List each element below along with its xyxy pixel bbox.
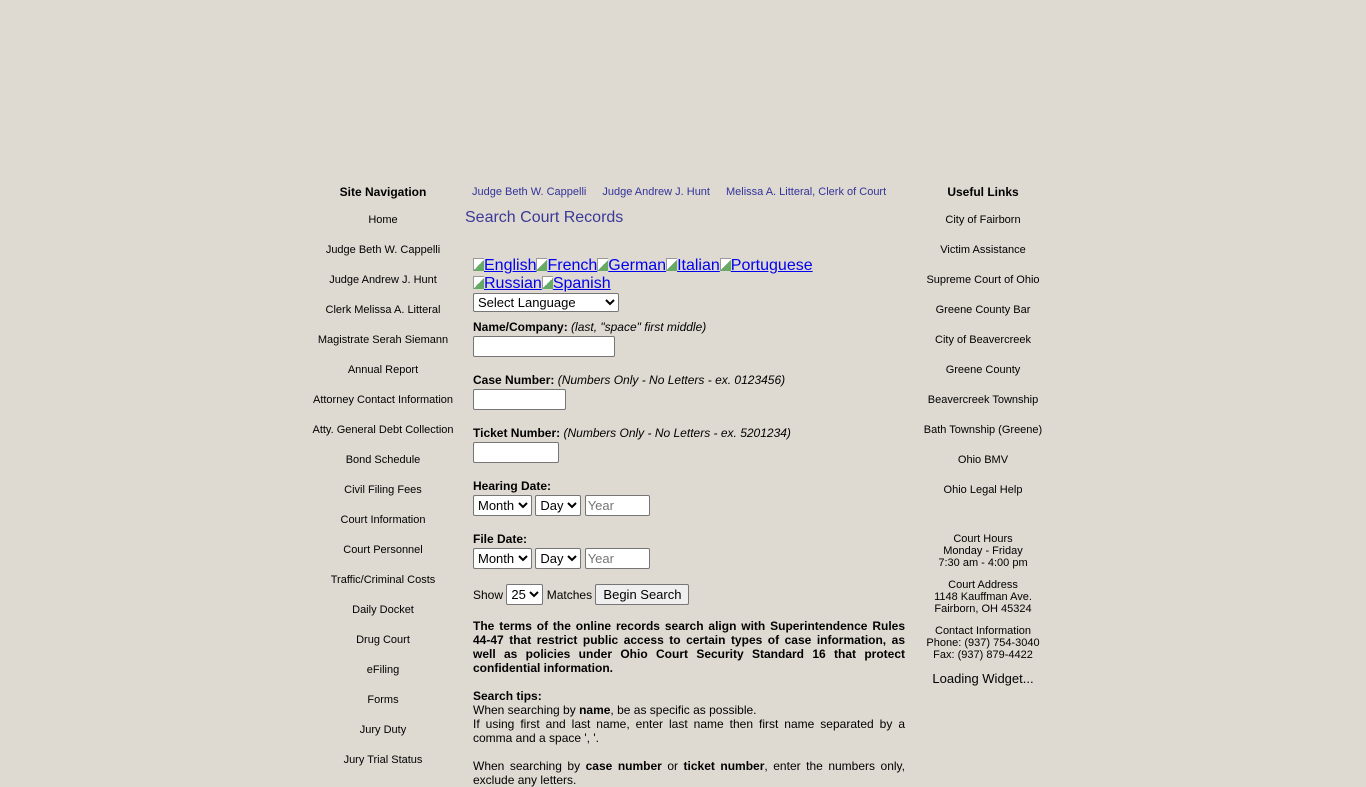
nav-item[interactable]: Judge Andrew J. Hunt [329, 274, 437, 286]
language-link-english[interactable] [473, 257, 536, 274]
nav-item[interactable]: Attorney Contact Information [312, 394, 453, 406]
name-input[interactable] [473, 336, 615, 357]
tip-bold: ticket number [683, 759, 765, 773]
useful-link-item[interactable]: Ohio Legal Help [943, 484, 1023, 496]
matches-select[interactable] [506, 584, 543, 605]
tip-text: , be as specific as possible. [610, 703, 757, 717]
hours-days: Monday - Friday [943, 545, 1023, 557]
site-navigation-heading: Site Navigation [339, 185, 427, 199]
useful-link-item[interactable]: Bath Township (Greene) [923, 424, 1043, 436]
matches-label: Matches [546, 588, 593, 602]
useful-link-item[interactable]: City of Fairborn [945, 214, 1021, 226]
hours-heading: Court Hours [953, 533, 1013, 545]
language-link-french[interactable] [536, 257, 597, 274]
name-hint: (last, "space" first middle) [571, 320, 707, 334]
flag-icon [536, 258, 547, 271]
widget-loading: Loading Widget... [932, 671, 1034, 686]
useful-link-item[interactable]: Greene County [945, 364, 1021, 376]
contact-heading: Contact Information [935, 625, 1031, 637]
flag-icon [666, 258, 677, 271]
contact-phone: Phone: (937) 754-3040 [926, 637, 1040, 649]
useful-link-item[interactable]: Greene County Bar [935, 304, 1031, 316]
language-select[interactable] [473, 293, 619, 312]
name-label: Name/Company: [473, 320, 568, 334]
terms-text: The terms of the online records search align with Superintendence Rules 44-47 that restrict public access to certain types of case information, as well as policies under Ohio Court Security Standard 16 that protect confidential information. [473, 619, 905, 675]
case-hint: (Numbers Only - No Letters - ex. 0123456) [557, 373, 786, 387]
language-label: Italian [677, 257, 720, 274]
flag-icon [597, 258, 608, 271]
hours-times: 7:30 am - 4:00 pm [938, 557, 1028, 569]
contact-information [906, 625, 1060, 661]
hearing-date-label: Hearing Date: [473, 479, 552, 493]
language-link-russian[interactable] [473, 275, 542, 292]
nav-item[interactable]: Daily Docket [352, 604, 414, 616]
ticket-hint: (Numbers Only - No Letters - ex. 5201234) [563, 426, 791, 440]
tip-bold: name [579, 703, 611, 717]
tip-bold: case number [585, 759, 662, 773]
flag-icon [473, 258, 484, 271]
hearing-day-select[interactable] [535, 495, 581, 516]
nav-item[interactable]: Judge Beth W. Cappelli [325, 244, 441, 256]
language-link-german[interactable] [597, 257, 666, 274]
tip-text: , enter the numbers only, exclude any letters. [473, 759, 905, 787]
file-month-select[interactable] [473, 548, 532, 569]
file-year-input[interactable] [585, 548, 650, 569]
nav-item[interactable]: Forms [367, 694, 399, 706]
language-label: German [608, 257, 667, 274]
tip-text: If using first and last name, enter last name then first name separated by a comma and a space ', '. [473, 717, 905, 745]
file-date-label: File Date: [473, 532, 528, 546]
court-address [906, 579, 1060, 615]
contact-fax: Fax: (937) 879-4422 [933, 649, 1033, 661]
top-link-cappelli[interactable]: Judge Beth W. Cappelli [472, 186, 587, 198]
language-links [473, 257, 905, 293]
language-link-portuguese[interactable] [720, 257, 813, 274]
nav-item[interactable]: Civil Filing Fees [344, 484, 422, 496]
search-form [465, 257, 905, 787]
nav-item[interactable]: Bond Schedule [345, 454, 421, 466]
case-number-input[interactable] [473, 389, 566, 410]
tip-text: When searching by [473, 759, 586, 773]
main-content [465, 183, 905, 787]
top-link-hunt[interactable]: Judge Andrew J. Hunt [602, 186, 710, 198]
address-street: 1148 Kauffman Ave. [934, 591, 1032, 603]
language-link-spanish[interactable] [542, 275, 611, 292]
begin-search-button[interactable]: Begin Search [595, 584, 689, 605]
hearing-month-select[interactable] [473, 495, 532, 516]
nav-item[interactable]: Court Information [340, 514, 426, 526]
file-day-select[interactable] [535, 548, 581, 569]
nav-item[interactable]: Magistrate Serah Siemann [317, 334, 449, 346]
nav-item[interactable]: Jury Duty [359, 724, 407, 736]
useful-link-item[interactable]: Ohio BMV [957, 454, 1009, 466]
useful-links-heading: Useful Links [947, 185, 1019, 199]
nav-item[interactable]: Jury Trial Status [343, 754, 423, 766]
language-link-italian[interactable] [666, 257, 720, 274]
language-label: English [484, 257, 537, 274]
flag-icon [473, 276, 484, 289]
language-label: Portuguese [730, 257, 813, 274]
nav-item[interactable]: Atty. General Debt Collection [312, 424, 454, 436]
page-title: Search Court Records [465, 209, 624, 226]
nav-item[interactable]: Drug Court [356, 634, 410, 646]
useful-link-item[interactable]: Supreme Court of Ohio [926, 274, 1040, 286]
court-hours [906, 533, 1060, 569]
search-tips [473, 689, 905, 787]
nav-item[interactable]: Annual Report [347, 364, 419, 376]
tips-heading: Search tips: [473, 689, 542, 703]
nav-item[interactable]: Home [368, 214, 398, 226]
useful-link-item[interactable]: Beavercreek Township [927, 394, 1039, 406]
language-label: Spanish [552, 275, 611, 292]
top-links [465, 183, 905, 201]
show-label: Show [473, 588, 504, 602]
top-link-clerk[interactable]: Melissa A. Litteral, Clerk of Court [725, 186, 887, 198]
address-heading: Court Address [948, 579, 1018, 591]
tip-text: or [661, 759, 684, 773]
nav-item[interactable]: eFiling [366, 664, 400, 676]
address-city: Fairborn, OH 45324 [934, 603, 1032, 615]
flag-icon [542, 276, 553, 289]
nav-item[interactable]: Court Personnel [343, 544, 423, 556]
useful-link-item[interactable]: City of Beavercreek [935, 334, 1031, 346]
case-label: Case Number: [473, 373, 555, 387]
flag-icon [720, 258, 731, 271]
useful-link-item[interactable]: Victim Assistance [940, 244, 1026, 256]
useful-links [906, 183, 1060, 686]
ticket-number-input[interactable] [473, 442, 559, 463]
nav-item[interactable]: Clerk Melissa A. Litteral [325, 304, 441, 316]
nav-item[interactable]: Traffic/Criminal Costs [330, 574, 436, 586]
language-label: French [547, 257, 598, 274]
hearing-year-input[interactable] [585, 495, 650, 516]
site-navigation [300, 183, 466, 775]
ticket-label: Ticket Number: [473, 426, 561, 440]
language-label: Russian [484, 275, 542, 292]
tip-text: When searching by [473, 703, 580, 717]
